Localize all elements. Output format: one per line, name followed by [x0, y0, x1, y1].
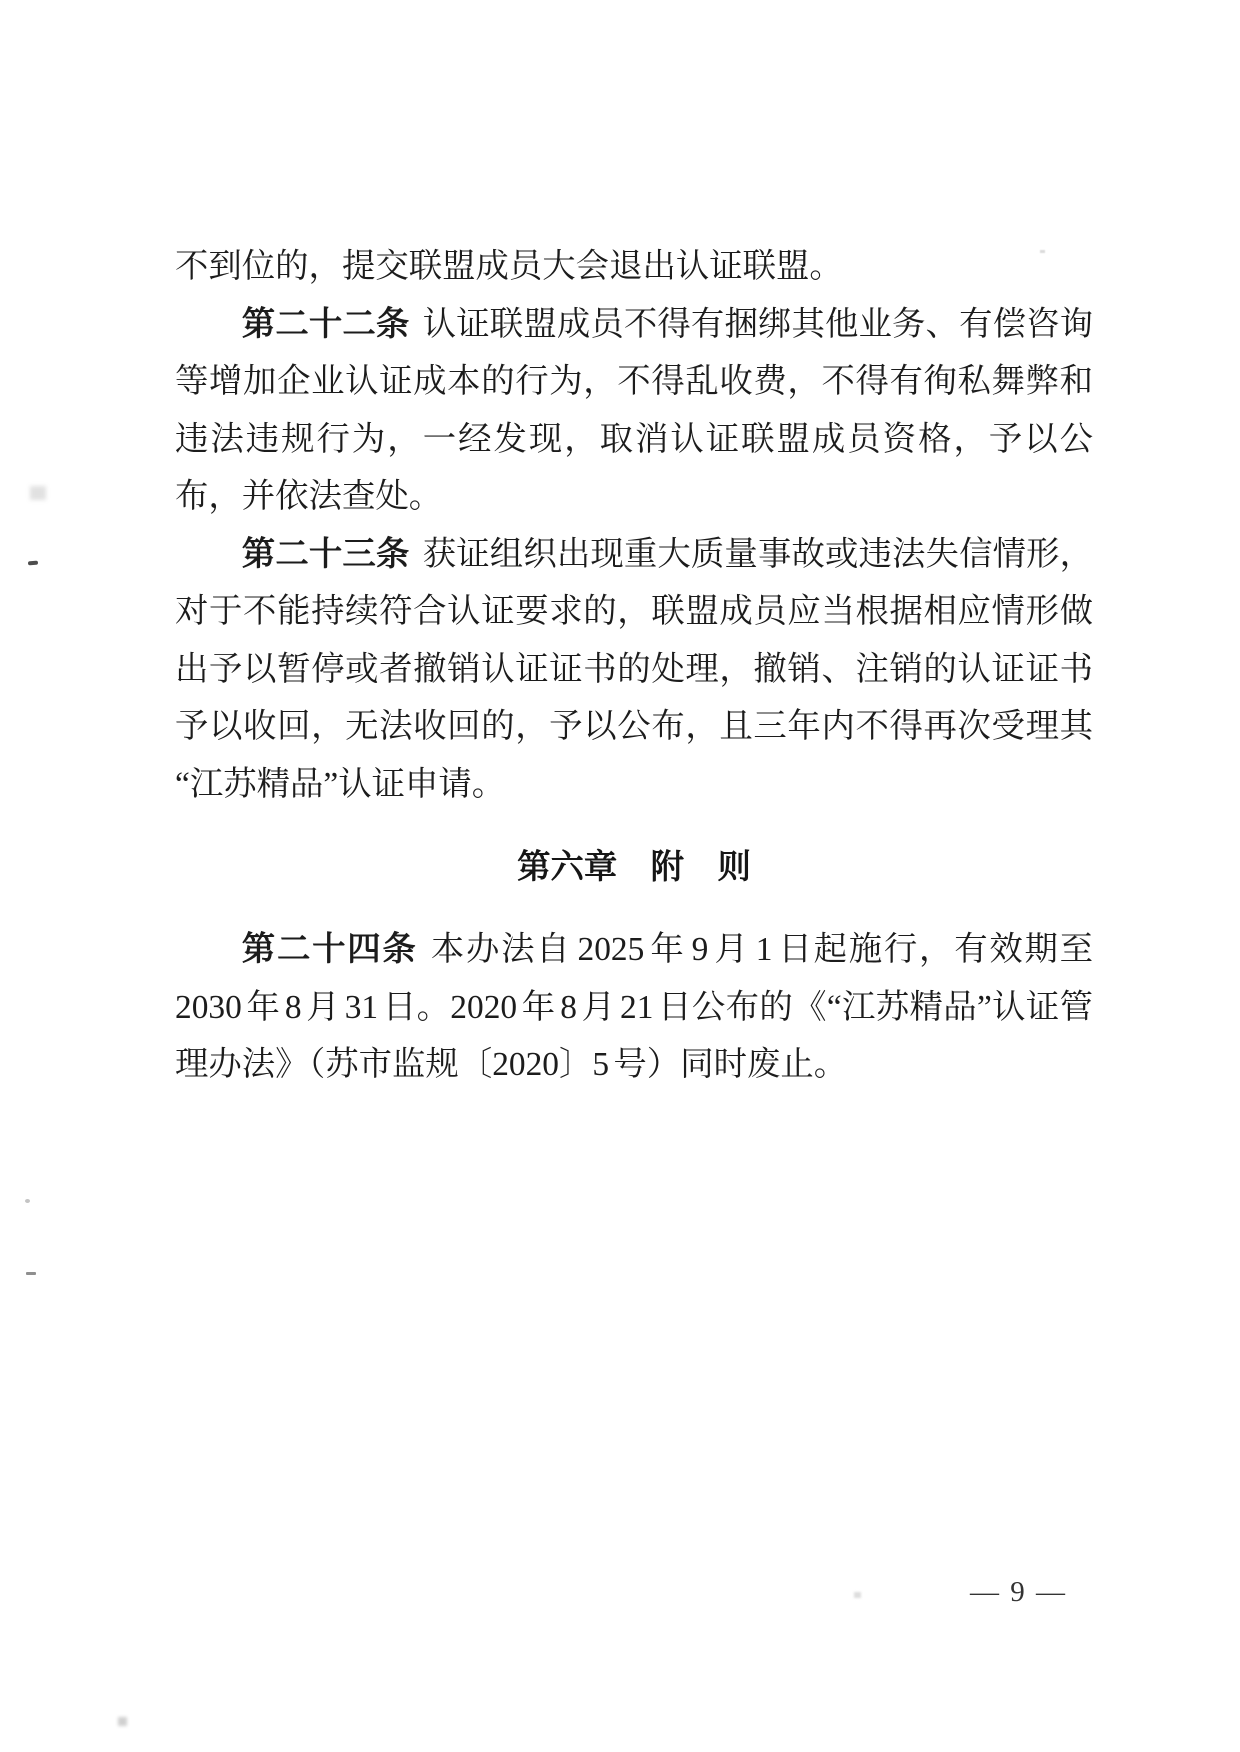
article-24-text: 本办法自 2025 年 9 月 1 日起施行，有效期至 2030 年 8 月 31 日。2020 年 8 月 21 日公布的《“江苏精品”认证管理办法》（苏市监规〔2020〕5 号）同时废止。: [175, 931, 1094, 1083]
scan-artifact: [118, 1717, 127, 1726]
paragraph-article-23: [175, 526, 1093, 814]
scan-artifact: [26, 1272, 36, 1275]
article-23-label: 第二十三条: [241, 535, 410, 573]
article-22-label: 第二十二条: [241, 305, 410, 343]
scan-artifact: [30, 486, 46, 500]
article-22-text: 认证联盟成员不得有捆绑其他业务、有偿咨询等增加企业认证成本的行为，不得乱收费，不得有徇私舞弊和违法违规行为，一经发现，取消认证联盟成员资格，予以公布，并依法查处。: [175, 305, 1094, 515]
scan-artifact: [28, 561, 38, 566]
paragraph-article-24: [175, 921, 1093, 1094]
scan-artifact: [25, 1199, 30, 1203]
document-body: [175, 238, 1093, 1094]
paragraph-continuation: 不到位的，提交联盟成员大会退出认证联盟。: [175, 248, 843, 285]
article-23-text: 获证组织出现重大质量事故或违法失信情形，对于不能持续符合认证要求的，联盟成员应当根据相应情形做出予以暂停或者撤销认证证书的处理，撤销、注销的认证证书予以收回，无法收回的，予以公布，且三年内不得再次受理其“江苏精品”认证申请。: [175, 535, 1094, 803]
scan-artifact: [854, 1592, 861, 1598]
page-footer: [970, 1578, 1067, 1607]
article-24-label: 第二十四条: [241, 931, 418, 968]
chapter-6-heading: 第六章 附 则: [517, 849, 751, 886]
page-number: — 9 —: [970, 1576, 1067, 1608]
paragraph-article-22: [175, 296, 1093, 526]
